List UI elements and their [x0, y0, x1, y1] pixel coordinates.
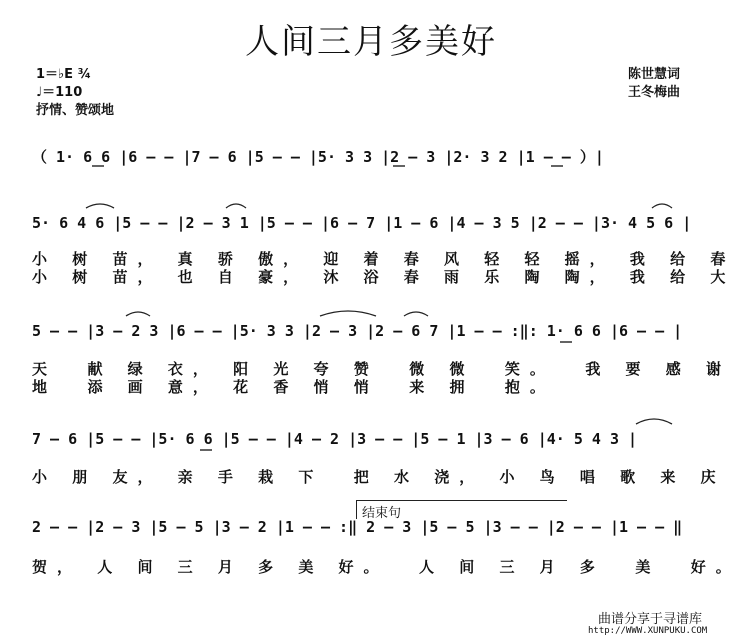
notation-row-2: 5· 6 4 6 |5 — — |2 — 3 1 |5 — — |6 — 7 |1 — 6 |4 — 3 5 |2 — — |3· 4 5 6 |: [32, 214, 692, 232]
lyric-row-3-verse-1: 天 献 绿 衣， 阳 光 夸 赞 微 微 笑。 我 要 感 谢: [32, 360, 732, 378]
notation-row-1: （ 1· 6 6 |6 — — |7 — 6 |5 — — |5· 3 3 |2 — 3 |2· 3 2 |1 — — ）|: [32, 148, 604, 166]
expression-marking: 抒情、赞颂地: [36, 103, 115, 118]
lyric-row-5: 贺， 人 间 三 月 多 美 好。 人 间 三 月 多 美 好。: [32, 558, 741, 576]
lyric-row-3-verse-2: 地 添 画 意， 花 香 悄 悄 来 拥 抱。: [32, 378, 555, 396]
slur-mark: [404, 312, 428, 316]
notation-row-4: 7 — 6 |5 — — |5· 6 6 |5 — — |4 — 2 |3 — — |5 — 1 |3 — 6 |4· 5 4 3 |: [32, 430, 638, 448]
slur-mark: [652, 204, 672, 208]
notation-row-3: 5 — — |3 — 2 3 |6 — — |5· 3 3 |2 — 3 |2 — 6 7 |1 — — :‖: 1· 6 6 |6 — — |: [32, 322, 683, 340]
slur-mark: [636, 419, 672, 424]
slur-mark: [226, 204, 246, 208]
notation-row-5: 2 — — |2 — 3 |5 — 5 |3 — 2 |1 — — :‖ 2 — 3 |5 — 5 |3 — — |2 — — |1 — — ‖: [32, 518, 683, 536]
slur-mark: [126, 312, 150, 316]
lyric-row-4: 小 朋 友， 亲 手 栽 下 把 水 浇， 小 鸟 唱 歌 来 庆: [32, 468, 726, 486]
ending-marker-label: 结束句: [362, 506, 402, 521]
slur-mark: [320, 311, 376, 316]
watermark-text: 曲谱分享于寻谱库: [598, 612, 703, 627]
key-time-signature: 1＝♭E ¾: [36, 67, 92, 82]
song-title: 人间三月多美好: [245, 22, 497, 62]
slur-mark: [86, 204, 114, 208]
lyric-row-2-verse-2: 小 树 苗， 也 自 豪， 沐 浴 春 雨 乐 陶 陶， 我 给 大: [32, 268, 736, 286]
lyric-row-2-verse-1: 小 树 苗， 真 骄 傲， 迎 着 春 风 轻 轻 摇， 我 给 春: [32, 250, 736, 268]
lyricist-credit: 陈世慧词: [628, 67, 681, 82]
composer-credit: 王冬梅曲: [628, 85, 681, 100]
tempo-marking: ♩＝110: [36, 85, 83, 100]
watermark-url: http://WWW.XUNPUKU.COM: [588, 626, 708, 636]
